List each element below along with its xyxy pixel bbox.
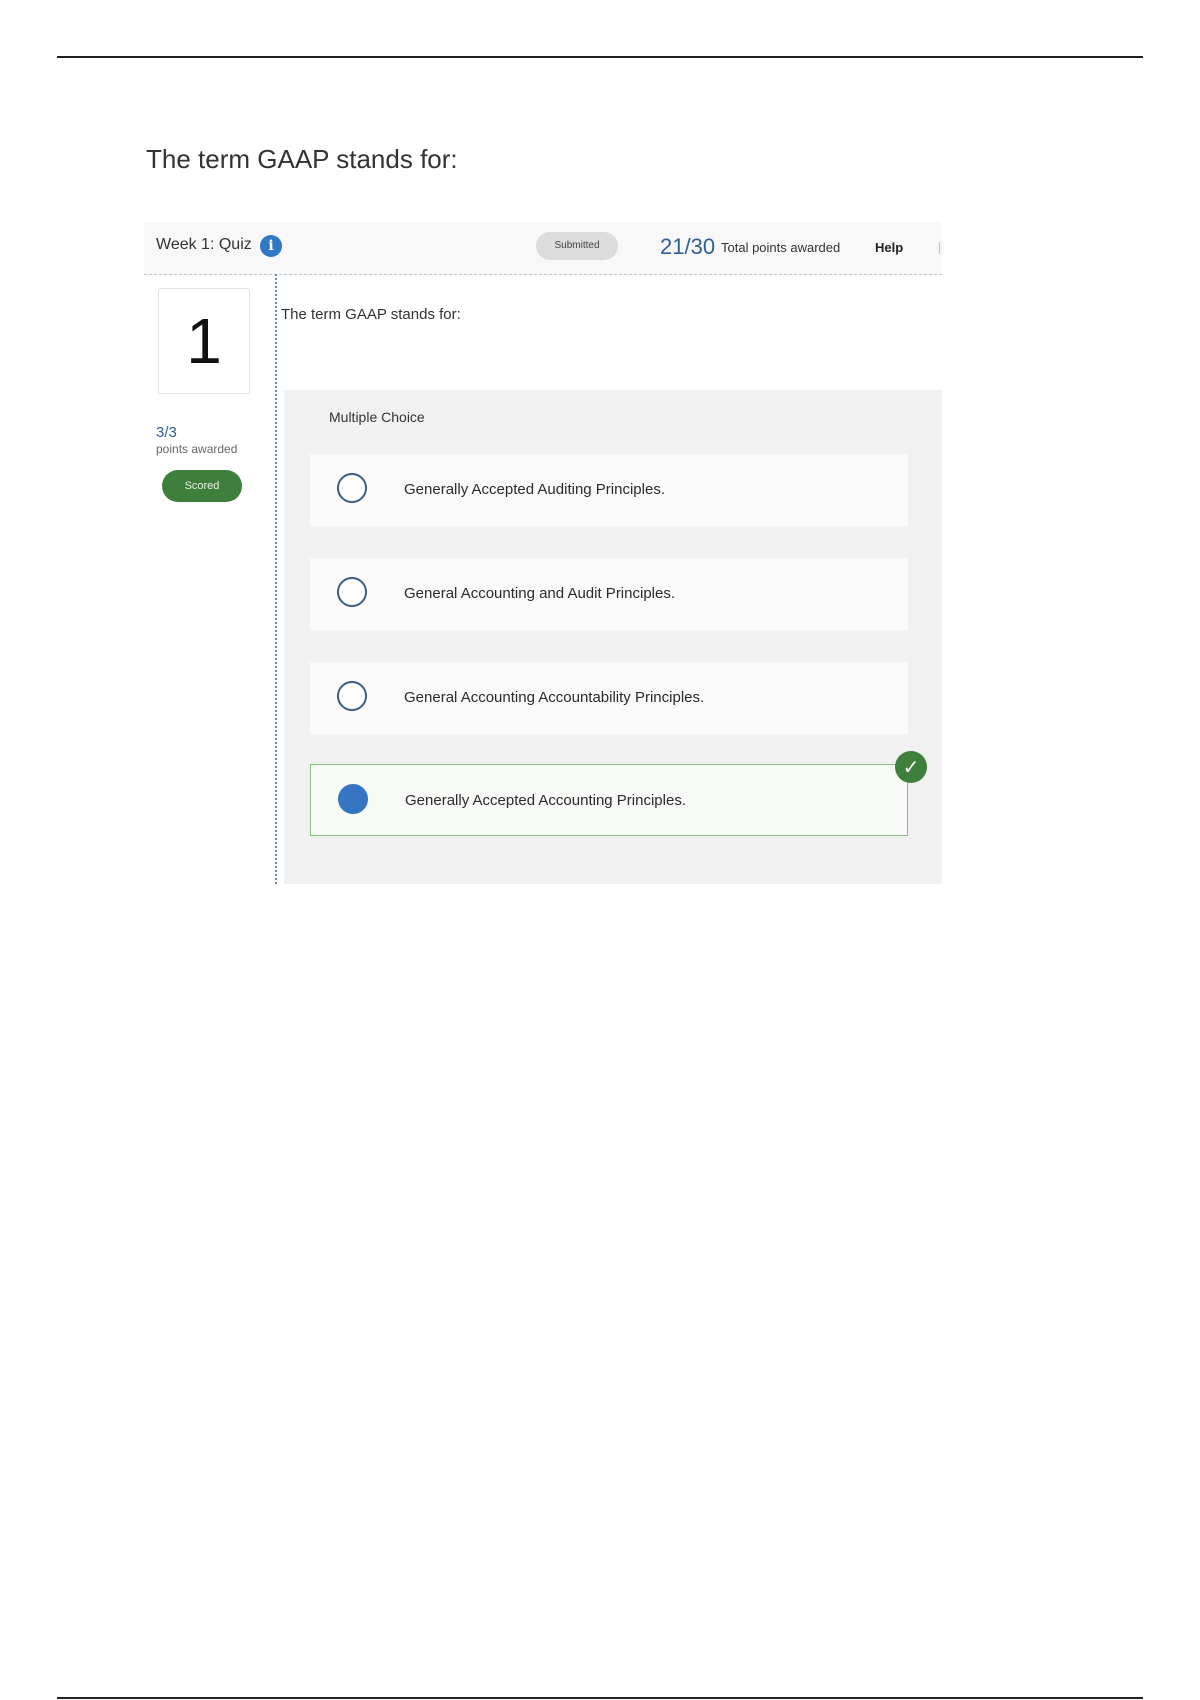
question-points: 3/3 — [156, 424, 177, 441]
radio-button[interactable] — [337, 473, 367, 503]
radio-button[interactable] — [337, 577, 367, 607]
answer-option-label: General Accounting Accountability Principles. — [404, 689, 705, 706]
top-rule — [57, 56, 1143, 58]
bottom-rule — [57, 1697, 1143, 1699]
quiz-title: Week 1: Quiz — [156, 236, 252, 253]
document-heading: The term GAAP stands for: — [146, 144, 458, 174]
question-text: The term GAAP stands for: — [281, 306, 461, 323]
answer-option-label: Generally Accepted Accounting Principles. — [405, 792, 686, 809]
multiple-choice-panel — [284, 390, 942, 884]
answer-option[interactable] — [310, 662, 908, 734]
help-link[interactable]: Help — [875, 240, 904, 255]
header-divider — [939, 242, 940, 254]
answer-option-correct[interactable] — [310, 755, 920, 836]
answer-option[interactable] — [310, 454, 908, 526]
total-score-label: Total points awarded — [721, 240, 841, 255]
radio-button[interactable] — [337, 681, 367, 711]
status-badge: Submitted — [536, 232, 618, 260]
question-points-label: points awarded — [156, 442, 238, 456]
quiz-screenshot — [144, 222, 942, 884]
answer-option-label: Generally Accepted Auditing Principles. — [404, 481, 665, 498]
radio-button-selected[interactable] — [338, 784, 368, 814]
total-score: 21/30 — [660, 234, 716, 259]
scored-badge: Scored — [162, 470, 242, 502]
info-icon[interactable]: i — [260, 235, 282, 257]
question-sidebar — [144, 274, 277, 884]
quiz-header — [144, 222, 942, 275]
question-type-label: Multiple Choice — [329, 409, 425, 425]
answer-option[interactable] — [310, 558, 908, 630]
check-circle-icon: ✓ — [895, 751, 927, 783]
answer-option-label: General Accounting and Audit Principles. — [404, 585, 676, 602]
question-number: 1 — [158, 288, 250, 394]
